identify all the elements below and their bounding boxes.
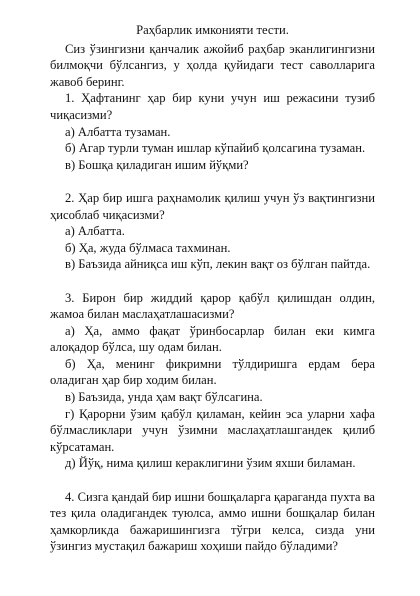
answer-option: в) Баъзида, унда ҳам вақт бўлсагина. xyxy=(65,390,263,405)
spacer xyxy=(50,472,375,489)
document-page xyxy=(50,22,375,555)
question-text: 1. Ҳафтанинг ҳар бир куни учун иш режасини тузиб чиқасизми? xyxy=(50,91,375,122)
spacer xyxy=(50,273,375,290)
spacer xyxy=(50,173,375,190)
answer-option: а) Албатта. xyxy=(65,224,125,239)
question-text: 4. Сизга қандай бир ишни бошқаларга қараганда пухта ва тез қила оладигандек туюлса, аммо ишни бошқалар билан ҳамкорликда бажаришингизга тўгри келса, сизда уни ўзингиз мустақил бажариш хоҳиши пайдо бўладими? xyxy=(50,489,375,554)
question-text: 3. Бирон бир жиддий қарор қабўл қилишдан олдин, жамоа билан маслаҳатлашасизми? xyxy=(50,290,375,322)
intro-paragraph: Сиз ўзингизни қанчалик ажойиб раҳбар эканлигингизни билмоқчи бўлсангиз, у ҳолда қуйидаги тест саволларига жавоб беринг. xyxy=(50,41,375,89)
answer-option: б) Ҳа, жуда бўлмаса тахминан. xyxy=(65,240,231,255)
question-block-2 xyxy=(50,190,375,273)
answer-option: б) Ҳа, менинг фикримни тўлдиришга ердам бера оладиган ҳар бир ходим билан. xyxy=(50,356,375,388)
answer-option: а) Ҳа, аммо фақат ўринбосарлар билан еки кимга алоқадор бўлса, шу одам билан. xyxy=(50,323,375,355)
question-block-1 xyxy=(50,90,375,173)
answer-option: д) Йўқ, нима қилиш кераклигини ўзим яхши биламан. xyxy=(65,456,356,471)
answer-option: г) Қарорни ўзим қабўл қиламан, кейин эса уларни хафа бўлмасликлари учун ўзимни маслаҳатлашгандек қилиб кўрсатаман. xyxy=(50,406,375,454)
answer-option: в) Бошқа қиладиган ишим йўқми? xyxy=(65,157,249,172)
document-title: Раҳбарлик имконияти тести. xyxy=(136,23,289,37)
answer-option: в) Баъзида айниқса иш кўп, лекин вақт оз бўлган пайтда. xyxy=(65,257,371,272)
question-text: 2. Ҳар бир ишга раҳнамолик қилиш учун ўз вақтингизни ҳисоблаб чиқасизми? xyxy=(50,190,375,222)
question-block-4 xyxy=(50,489,375,555)
answer-option: б) Агар турли туман ишлар кўпайиб қолсагина тузаман. xyxy=(65,141,366,156)
answer-option: а) Албатта тузаман. xyxy=(65,124,171,139)
question-block-3 xyxy=(50,290,375,473)
